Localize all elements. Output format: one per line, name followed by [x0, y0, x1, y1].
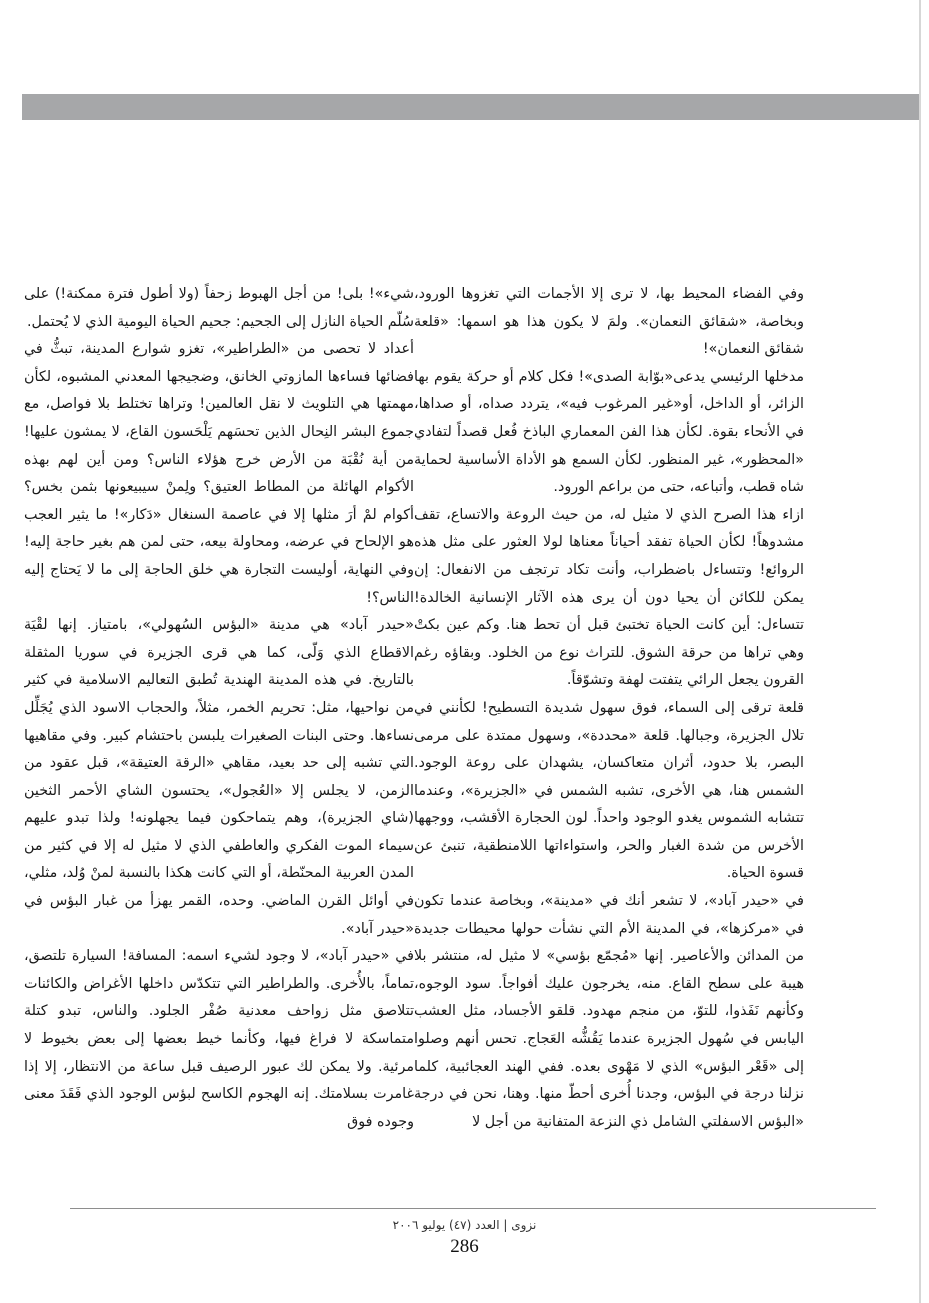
paragraph: وفي الفضاء المحيط بها، لا ترى إلا الأجمات التي تغزوها الورود، وبخاصة، «شقائق النعمان». ولمَ لا يكون هذا هو اسمها: «قلعة شقائق النعمان»! — [414, 286, 804, 358]
article-column-left — [24, 281, 414, 1189]
header-band — [22, 94, 920, 120]
paragraph: في «حيدر آباد»، لا وجود لشيء اسمه: المسافة! السيارة تلتصق، تماماً، بالأُخرى. والطراطير التي تتكدّس داخلها الأغراض والكائنات تتلاصق مثل زواحف معدنية صُفْر الجلود. والناس، تبدو كتلة متماسكة لا فراغ فيها، وكأنما خيط بعضها إلى بعض بخيوط لا مرئية. ولا يمكن لك عبور الرصيف قبل ساعة من الانتظار، إلا إذا غامرت بسلامتك. إنه الهجوم الكاسح لبؤس الوجود الذي فَقَدَ معنى وجوده فوق — [24, 948, 414, 1130]
footer-rule — [70, 1208, 876, 1209]
article-column-right — [414, 281, 804, 1189]
paragraph: مدخلها الرئيسي يدعى«بوّابة الصدى»! فكل كلام أو حركة يقوم بها الزائر، أو الداخل، أو«غير المرغوب فيه»، يتردد صداه، أو صداها، في الأنحاء بقوة. لكأن هذا الفن المعماري الباذخ فُعل قصداً لتفادي «المحظور»، غير المنظور. لكأن السمع هو الأداة الأساسية لحماية شاه قطب، وأتباعه، حتى من براعم الورود. — [414, 368, 804, 496]
paragraph: شيء»! بلى! من أجل الهبوط زحفاً (ولا أطول فترة ممكنة!) على سُلّم الحياة النازل إلى الجحيم: جحيم الحياة اليومية الذي لا يُحتمل. — [24, 286, 414, 330]
paragraph: في «حيدر آباد»، لا تشعر أنك في «مدينة»، وبخاصة عندما تكون في «مركزها»، في المدينة الأم التي نشأت حولها محيطات جديدة من المدائن والأعاصير. إنها «مُجمّع بؤسي» لا مثيل له، منتشر بلا هيبة على سطح القاع. منه، يخرجون عليك أفواجاً. سود الوجوه، وكأنهم نَفَذوا، للتوّ، من منجم مهدود. قلقو الأجساد، مثل العشب اليابس في سُهول الجزيرة عندما يَقُشُّه العَجاج. تحس أنهم وصلوا إلى «قَعْر البؤس» الذي لا مَهْوى بعده. ففي الهند العجائبية، كلما نزلنا درجة في البؤس، وجدنا أُخرى أحطّ منها. وهنا، نحن في درجة «البؤس الاسفلتي الشامل ذي النزعة المتفانية من أجل لا — [414, 893, 804, 1130]
paragraph: ازاء هذا الصرح الذي لا مثيل له، من حيث الروعة والاتساع، تقف مشدوهاً! لكأن الحياة تفقد أحياناً معناها لولا العثور على مثل هذه الروائع! وتتساءل باضطراب، وأنت تكاد ترتجف من الانفعال: إن يمكن للكائن أن يحيا دون أن يرى هذه الآثار الإنسانية الخالدة! تتساءل: أين كانت الحياة تختبئ قبل أن تحط هنا. وكم عين بكتْ وهي تراها من حرقة الشوق. للتراث نوع من الخلود. وبقاؤه رغم القرون يجعل الرائي يتفتت لهفة وتشوّقاً. — [414, 506, 804, 689]
footer-issue-line: نزوى | العدد (٤٧) يوليو ٢٠٠٦ — [392, 1218, 537, 1232]
page-number: 286 — [450, 1236, 479, 1257]
paragraph: أعداد لا تحصى من «الطراطير»، تغزو شوارع المدينة، تبثُّ في فضائها فساءها المازوتي الخانق، وضجيجها المعدني المشبوه، لكأن مهمتها هي التلويث لا نقل العالمين! وتراها تختلط بلا فواصل، مع جموع البشر النِحال الذين تحسَهم يَلْحَسون القاع، لا يمشون عليها! من أية نُقْبَة من الأرض خرج هؤلاء الناس؟ ومن أين لهم بهذه الأكوام الهائلة من المطاط العتيق؟ ولِمنْ سيبيعونها بثمن بخس؟ أكوام لمْ أرَ مثلها إلا في عاصمة السنغال «دَكار»! ما يثير العجب هو الإلحاح في عرضه، ومحاولة بيعه، حتى لمن هم بغير حاجة إليه! وفي النهاية، أوليست التجارة هي خلق الحاجة إلى ما لا يَحتاج إليه الناس؟! — [24, 341, 414, 606]
paragraph: «حيدر آباد» هي مدينة «البؤس السُهولي»، بامتياز. إنها لقْيَة الاقطاع الذي وَلّى، كما هي قرى الجزيرة في سوريا المثقلة بالتاريخ. في هذه المدينة الهندية تُطبق التعاليم الاسلامية في كثير من نواحيها، مثل: تحريم الخمر، مثلاً، والحجاب الاسود الذي يُجَلِّل نساءها. وحتى البنات الصغيرات يلبسن باحتشام كبير. وفي مقاهيها التي تشبه إلى حد بعيد، مقاهي «الرقة العتيقة»، قبل عقود من الزمن، لا يجلس إلا «العُجول»، يحتسون الشاي الأحمر الثخين (شاي الجزيرة)، وهم يتماحكون فيما يجهلونه! ولذا تبدو عليهم سيماء الموت الفكري والعاطفي الذي لا مثيل له إلا في كثير من المدن العربية المحنّطة، أو التي كانت هكذا بالنسبة لمنْ وُلد، مثلي، في أوائل القرن الماضي. وحده، القمر يهزأ من غبار البؤس في «حيدر آباد». — [24, 617, 414, 937]
paragraph: قلعة ترقى إلى السماء، فوق سهول شديدة التسطيح! لكأنني في تلال الجزيرة، وجبالها. قلعة «محددة»، وسهول ممتدة على مرمى البصر، بلا حدود، أثران متعاكسان، يشهدان على روعة الوجود. الشمس هنا، هي الأخرى، تشبه الشمس في «الجزيرة»، وعندما تتشابه الشموس يغدو الوجود واحداً. لون الحجارة الأقشب، ووجهها الأخرس من شدة الغبار والحر، واستواءاتها اللامنطقية، تنبئ عن قسوة الحياة. — [414, 699, 804, 882]
page-edge-line — [919, 0, 921, 1303]
